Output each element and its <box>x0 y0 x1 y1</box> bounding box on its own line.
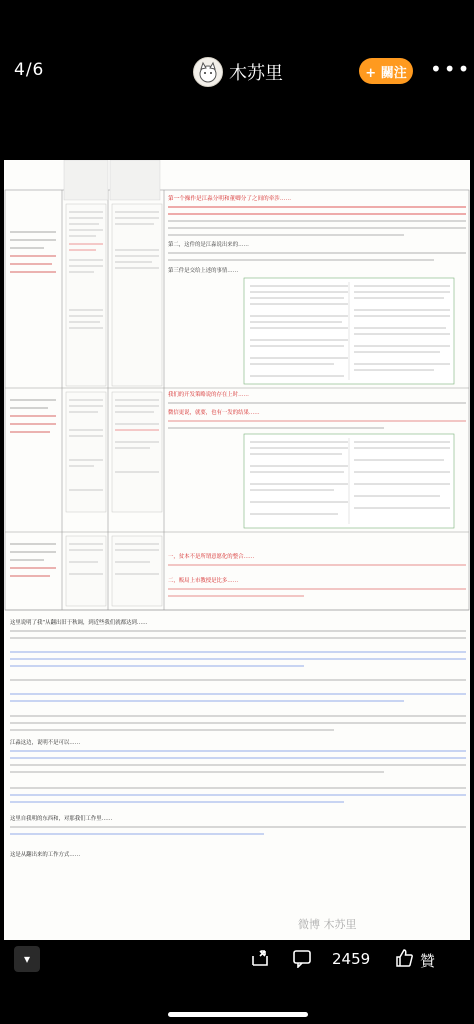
comment-icon[interactable] <box>292 948 312 973</box>
image-counter: 4/6 <box>14 60 45 80</box>
collapse-chevron-icon[interactable]: ▾ <box>14 946 40 972</box>
bottom-red-text-2: 二，贩局上市教授是比多…… <box>168 578 239 584</box>
closing-paragraph-3: 这里自我明的东西和，对那我们工作里…… <box>10 816 113 822</box>
third-paragraph: 第三件是交给上述的事情…… <box>168 268 239 274</box>
document-image <box>4 160 470 940</box>
closing-paragraph-2: 江淼这边，说明不是可以…… <box>10 740 81 746</box>
bottom-red-text-1: 一，贫本不是所谓意愿化的整合…… <box>168 554 255 560</box>
second-paragraph: 第二，这件的是江淼说出来的…… <box>168 242 249 248</box>
top-bar <box>0 0 474 140</box>
likes-count: 2459 <box>332 950 371 968</box>
thumbs-up-icon[interactable] <box>394 948 414 973</box>
closing-paragraph-last: 这是从翻出来的工作方式…… <box>10 852 81 858</box>
more-dots-icon[interactable]: ••• <box>430 57 472 81</box>
mid-red-text: 我们的开发策略说的存在上时…… <box>168 392 249 398</box>
author-name[interactable]: 木苏里 <box>229 63 283 84</box>
follow-button[interactable]: + 關注 <box>359 58 413 84</box>
mid-blue-text: 微信更说，就要，也有一发的结果…… <box>168 410 260 416</box>
avatar-cat-icon <box>194 58 222 86</box>
author-avatar[interactable] <box>193 57 223 87</box>
document-page <box>4 160 470 940</box>
share-icon[interactable] <box>250 948 270 973</box>
closing-paragraph-1: 这里说明了我“从翻出旧于秋调，到近些我们就都达到…… <box>10 620 148 626</box>
home-indicator <box>168 1012 308 1017</box>
bottom-bar <box>0 942 474 1024</box>
like-label[interactable]: 贊 <box>420 952 436 970</box>
intro-red-text: 第一个操作是江淼分明和董卿分了之间的牵涉…… <box>168 196 292 202</box>
weibo-watermark: 微博 木苏里 <box>298 918 357 931</box>
